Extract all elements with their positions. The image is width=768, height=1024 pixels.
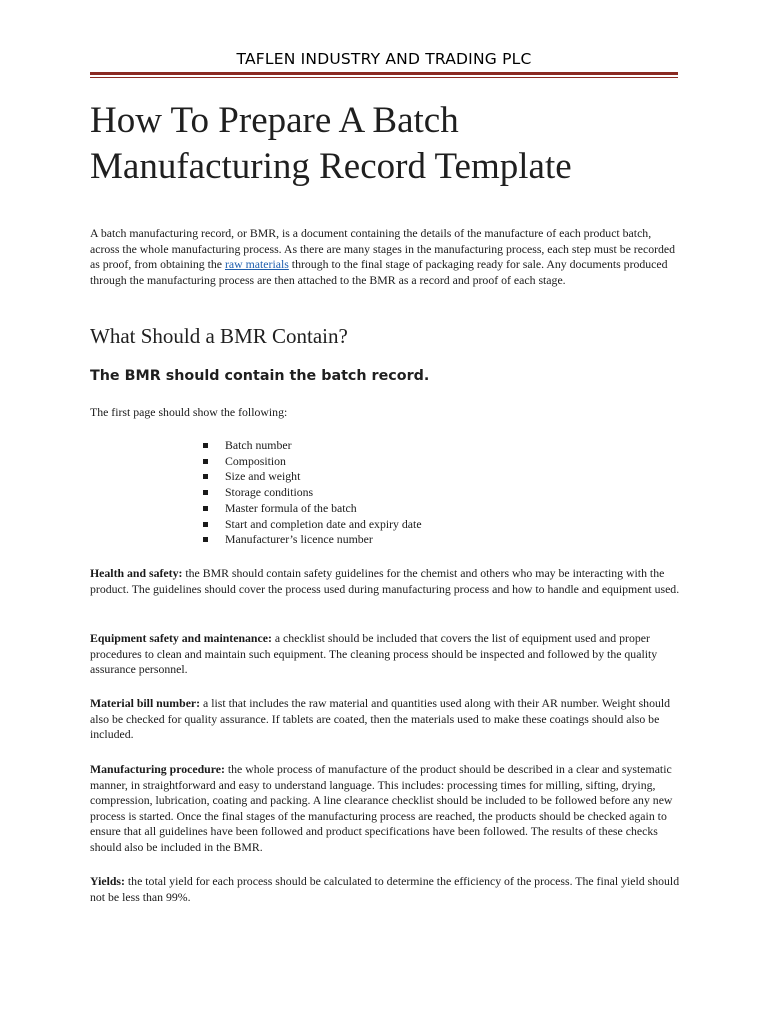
section-label: Health and safety: xyxy=(90,566,183,580)
section-label: Yields: xyxy=(90,874,125,888)
section-text: a list that includes the raw material and quantities used along with their AR number. Weight should also be checked for quality assurance. If tablets are coated, then the materials used to make these coatings should also be included. xyxy=(90,696,671,742)
section-label: Manufacturing procedure: xyxy=(90,762,225,776)
raw-materials-link[interactable]: raw materials xyxy=(224,257,289,272)
bullet-icon xyxy=(203,506,208,511)
equipment-safety-paragraph xyxy=(90,631,682,678)
section-text: the total yield for each process should be calculated to determine the efficiency of the process. The final yield should not be less than 99%. xyxy=(90,874,680,904)
bullet-icon xyxy=(203,443,208,448)
bullet-icon xyxy=(203,522,208,527)
list-item xyxy=(203,501,422,517)
list-item xyxy=(203,532,422,548)
list-item-text: Batch number xyxy=(225,438,292,452)
section-heading: What Should a BMR Contain? xyxy=(90,324,348,348)
company-header: TAFLEN INDUSTRY AND TRADING PLC xyxy=(236,50,532,68)
title-line-1: How To Prepare A Batch xyxy=(90,100,459,141)
list-item-text: Size and weight xyxy=(225,469,301,484)
section-label: Material bill number: xyxy=(90,696,201,710)
list-item-text: Storage conditions xyxy=(225,485,314,500)
bullet-icon xyxy=(203,459,208,464)
list-item xyxy=(203,438,422,454)
section-text: the whole process of manufacture of the product should be described in a clear and systematic manner, in straightforward and easy to understand language. This includes: processing times for milling, sifting, drying, compression, lubrication, coating and packing. A line clearance checklist should be included to be followed before any new process is started. Once the final stages of the manufacturing process are reached, the products should be checked again to ensure that all guidelines have been followed and product specifications have been followed. The results of these checks should also be included in the BMR. xyxy=(90,762,673,854)
list-item xyxy=(203,517,422,533)
header-rule-thin xyxy=(90,77,678,78)
intro-paragraph xyxy=(90,226,682,288)
section-text: a checklist should be included that covers the list of equipment used and proper procedures to clean and maintain such equipment. The cleaning process should be inspected and followed by the quality assurance personnel. xyxy=(90,631,658,677)
title-line-2: Manufacturing Record Template xyxy=(90,146,572,187)
intro-text-end: through to the final stage of packaging ready for sale. Any documents produced through the manufacturing process are then attached to the BMR as a record and proof of each stage. xyxy=(90,257,668,287)
section-text: the BMR should contain safety guidelines for the chemist and others who may be interacting with the product. The guidelines should cover the process used during manufacturing process and how to handle and equipment used. xyxy=(90,566,680,596)
list-item xyxy=(203,454,422,470)
bullet-icon xyxy=(203,474,208,479)
subheading: The BMR should contain the batch record. xyxy=(90,368,430,384)
page-title xyxy=(90,98,690,190)
first-page-list xyxy=(203,438,422,548)
intro-text-start: A batch manufacturing record, or BMR, is a document containing the details of the manufacture of each product batch, across the whole manufacturing process. As there are many stages in the manufacturing process, each step must be recorded as proof, from obtaining the xyxy=(90,226,676,272)
list-item xyxy=(203,485,422,501)
manufacturing-procedure-paragraph xyxy=(90,762,682,856)
bullet-icon xyxy=(203,537,208,542)
list-item-text: Start and completion date and expiry date xyxy=(225,516,422,531)
health-safety-paragraph xyxy=(90,566,682,597)
header-rule xyxy=(90,72,678,75)
list-item-text: Manufacturer’s licence number xyxy=(225,532,373,547)
list-item-text: Master formula of the batch xyxy=(225,500,357,515)
bullet-icon xyxy=(203,490,208,495)
first-page-intro: The first page should show the following: xyxy=(90,405,288,419)
yields-paragraph xyxy=(90,874,682,905)
list-item xyxy=(203,469,422,485)
section-label: Equipment safety and maintenance: xyxy=(90,631,272,645)
list-item-text: Composition xyxy=(225,453,286,468)
material-bill-paragraph xyxy=(90,696,682,743)
